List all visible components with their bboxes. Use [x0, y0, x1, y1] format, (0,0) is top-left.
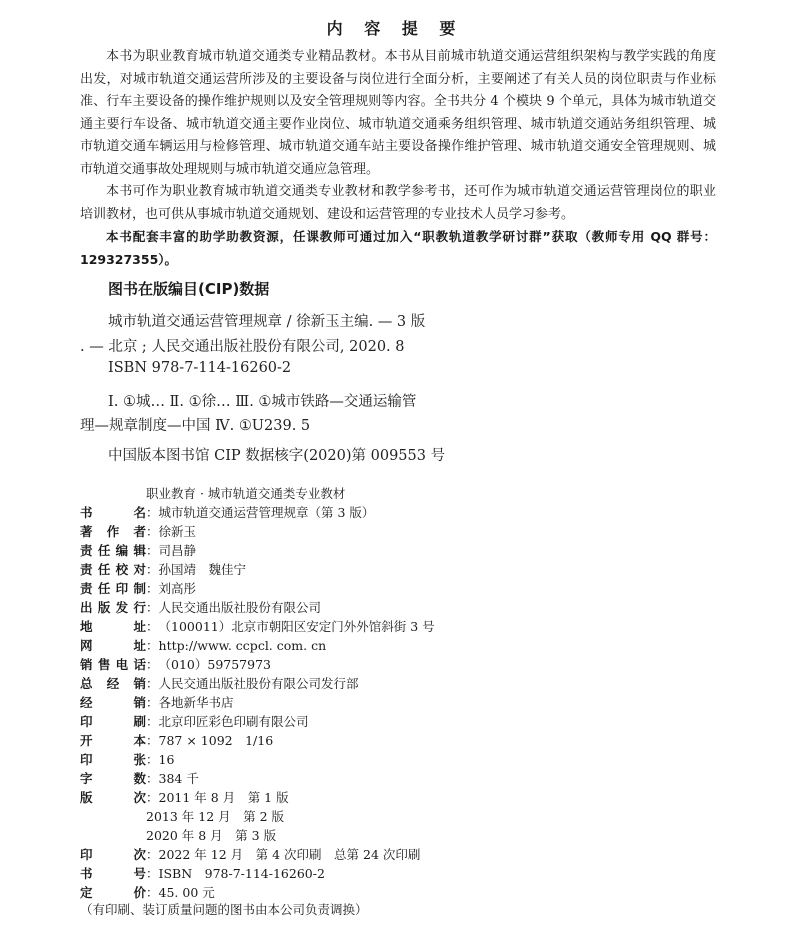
info-label: 网 址 — [80, 638, 146, 653]
info-value: 司昌静 — [158, 543, 197, 558]
info-colon: ： — [146, 752, 159, 767]
info-colon: ： — [146, 714, 159, 729]
info-value: 45. 00 元 — [158, 885, 215, 900]
info-colon: ： — [146, 562, 159, 577]
info-label: 书 号 — [80, 866, 146, 881]
info-value: 2022 年 12 月 第 4 次印刷 总第 24 次印刷 — [158, 847, 421, 862]
info-row — [80, 579, 196, 598]
summary-paragraph-2: 本书可作为职业教育城市轨道交通类专业教材和教学参考书，还可作为城市轨道交通运营管理岗位的职业培训教材，也可供从事城市轨道交通规划、建设和运营管理的专业技术人员学习参考。 — [80, 184, 716, 222]
edition-3: 2020 年 8 月 第 3 版 — [146, 828, 277, 843]
info-label: 字 数 — [80, 771, 146, 786]
info-label: 销售电话 — [80, 657, 146, 672]
info-colon: ： — [146, 676, 159, 691]
info-label: 定 价 — [80, 885, 146, 900]
summary-body — [80, 46, 716, 271]
info-value: 北京印匠彩色印刷有限公司 — [158, 714, 309, 729]
info-colon: ： — [146, 657, 159, 672]
info-value: 16 — [158, 752, 175, 767]
info-colon: ： — [146, 543, 159, 558]
info-value: 城市轨道交通运营管理规章（第 3 版） — [158, 505, 375, 520]
info-colon: ： — [146, 695, 159, 710]
cip-line-number: 中国版本图书馆 CIP 数据核字(2020)第 009553 号 — [108, 448, 446, 464]
summary-paragraph-1: 本书为职业教育城市轨道交通类专业精品教材。本书从目前城市轨道交通运营组织架构与教学实践的角度出发，对城市轨道交通运营所涉及的主要设备与岗位进行全面分析，主要阐述了有关人员的岗位职责与作业标准、行车主要设备的操作维护规则以及安全管理规则等内容。全书共分 4 个模块 9 个单元，具体为城市轨道交通主要行车设备、城市轨道交通主要作业岗位、城市轨道交通乘务组织管理、城市轨道交通站务组织管理、城市轨道交通车辆运用与检修管理、城市轨道交通车站主要设备操作维护管理、城市轨道交通安全管理规则、城市轨道交通事故处理规则与城市轨道交通应急管理。 — [80, 49, 716, 177]
info-value: 384 千 — [158, 771, 199, 786]
info-colon: ： — [146, 866, 159, 881]
info-label: 责任印制 — [80, 581, 146, 596]
info-value: 孙国靖 魏佳宁 — [158, 562, 247, 577]
info-colon: ： — [146, 524, 159, 539]
info-row — [80, 674, 359, 693]
series-name: 职业教育 · 城市轨道交通类专业教材 — [146, 486, 346, 501]
info-row — [80, 503, 374, 522]
info-row — [80, 522, 196, 541]
info-value: 刘高彤 — [158, 581, 197, 596]
info-label: 开 本 — [80, 733, 146, 748]
info-colon: ： — [146, 847, 159, 862]
info-label: 印 张 — [80, 752, 146, 767]
info-row — [80, 750, 174, 769]
info-row — [80, 788, 289, 807]
info-row — [80, 712, 309, 731]
edition-2: 2013 年 12 月 第 2 版 — [146, 809, 285, 824]
cip-heading: 图书在版编目(CIP)数据 — [108, 280, 270, 298]
info-value: （010）59757973 — [158, 657, 271, 672]
info-colon: ： — [146, 581, 159, 596]
info-value: 2011 年 8 月 第 1 版 — [158, 790, 289, 805]
info-row — [80, 560, 246, 579]
info-row — [80, 845, 420, 864]
info-value: ISBN 978-7-114-16260-2 — [158, 866, 325, 881]
info-row — [80, 636, 326, 655]
info-row — [80, 598, 321, 617]
cip-line-subjects: Ⅰ. ①城… Ⅱ. ①徐… Ⅲ. ①城市铁路—交通运输管 — [108, 394, 417, 410]
info-value: 人民交通出版社股份有限公司 — [158, 600, 322, 615]
info-label: 书 名 — [80, 505, 146, 520]
quality-note: （有印刷、装订质量问题的图书由本公司负责调换） — [80, 902, 368, 917]
info-colon: ： — [146, 638, 159, 653]
info-value: 787 × 1092 1/16 — [158, 733, 274, 748]
cip-line-title: 城市轨道交通运营管理规章 / 徐新玉主编. — 3 版 — [108, 314, 426, 330]
info-label: 版 次 — [80, 790, 146, 805]
info-row — [80, 655, 271, 674]
summary-paragraph-3: 本书配套丰富的助学助教资源，任课教师可通过加入“职教轨道教学研讨群”获取（教师专用 QQ 群号：129327355）。 — [80, 229, 716, 267]
info-colon: ： — [146, 505, 159, 520]
info-colon: ： — [146, 600, 159, 615]
info-value: （100011）北京市朝阳区安定门外外馆斜街 3 号 — [158, 619, 435, 634]
info-colon: ： — [146, 619, 159, 634]
info-colon: ： — [146, 885, 159, 900]
info-row — [80, 769, 199, 788]
info-label: 出版发行 — [80, 600, 146, 615]
info-label: 地 址 — [80, 619, 146, 634]
info-label: 印 刷 — [80, 714, 146, 729]
info-label: 经 销 — [80, 695, 146, 710]
info-value: http://www. ccpcl. com. cn — [158, 638, 327, 653]
info-row — [80, 731, 273, 750]
info-value: 各地新华书店 — [158, 695, 234, 710]
info-row — [80, 693, 234, 712]
cip-line-publisher: . — 北京 ; 人民交通出版社股份有限公司, 2020. 8 — [80, 339, 405, 355]
info-value: 人民交通出版社股份有限公司发行部 — [158, 676, 359, 691]
info-value: 徐新玉 — [158, 524, 197, 539]
info-label: 责任编辑 — [80, 543, 146, 558]
info-label: 责任校对 — [80, 562, 146, 577]
cip-line-isbn: ISBN 978-7-114-16260-2 — [108, 360, 292, 376]
info-row — [80, 864, 325, 883]
info-label: 总 经 销 — [80, 676, 146, 691]
summary-title: 内 容 提 要 — [326, 19, 464, 38]
info-row — [80, 617, 435, 636]
info-label: 著 作 者 — [80, 524, 146, 539]
info-label: 印 次 — [80, 847, 146, 862]
info-colon: ： — [146, 733, 159, 748]
info-colon: ： — [146, 771, 159, 786]
info-row — [80, 541, 196, 560]
cip-line-subjects-cont: 理—规章制度—中国 Ⅳ. ①U239. 5 — [80, 418, 311, 434]
info-colon: ： — [146, 790, 159, 805]
